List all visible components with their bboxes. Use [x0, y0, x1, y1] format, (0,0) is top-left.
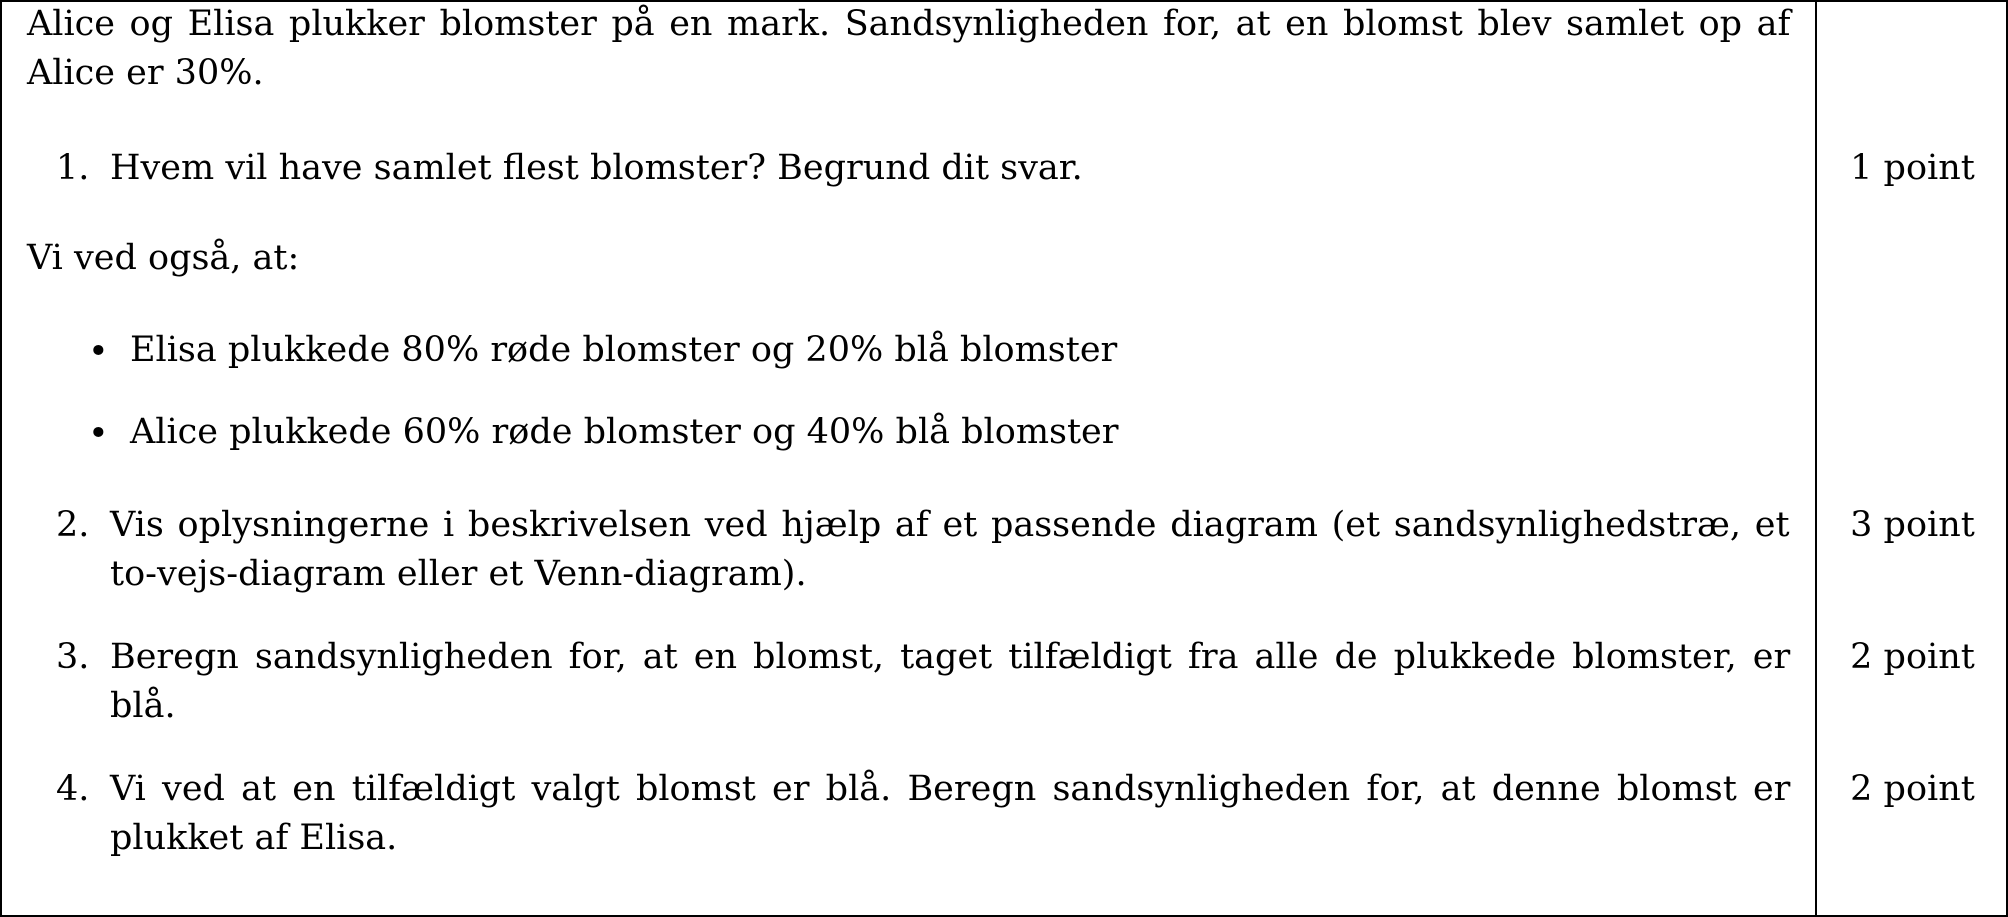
- question-2-text-line-2: to-vejs-diagram eller et Venn-diagram).: [110, 554, 807, 594]
- question-4-points: 2 point: [1850, 769, 1975, 809]
- question-3-number: 3.: [56, 637, 90, 677]
- question-3-text-line-1: Beregn sandsynligheden for, at en blomst, taget tilfældigt fra alle de plukkede blomster, er: [110, 637, 1791, 677]
- question-2-number: 2.: [56, 505, 90, 545]
- question-1-number: 1.: [56, 148, 90, 188]
- question-1-text: Hvem vil have samlet flest blomster? Begrund dit svar.: [110, 148, 1083, 188]
- bullet-icon: •: [88, 332, 109, 372]
- question-1-points: 1 point: [1850, 148, 1975, 188]
- question-3-points: 2 point: [1850, 637, 1975, 677]
- intro-text-line-2: Alice er 30%.: [27, 53, 264, 93]
- fact-alice: Alice plukkede 60% røde blomster og 40% blå blomster: [130, 412, 1119, 452]
- known-heading: Vi ved også, at:: [27, 238, 300, 278]
- question-2-points: 3 point: [1850, 505, 1975, 545]
- intro-text-line-1: Alice og Elisa plukker blomster på en mark. Sandsynligheden for, at en blomst blev samlet op af: [27, 4, 1791, 44]
- bullet-icon: •: [88, 414, 109, 454]
- question-4-text-line-1: Vi ved at en tilfældigt valgt blomst er blå. Beregn sandsynligheden for, at denne blomst er: [110, 769, 1791, 809]
- question-4-number: 4.: [56, 769, 90, 809]
- question-2-text-line-1: Vis oplysningerne i beskrivelsen ved hjælp af et passende diagram (et sandsynlighedstræ, et: [110, 505, 1790, 545]
- question-3-text-line-2: blå.: [110, 686, 176, 726]
- question-4-text-line-2: plukket af Elisa.: [110, 818, 398, 858]
- fact-elisa: Elisa plukkede 80% røde blomster og 20% blå blomster: [130, 330, 1118, 370]
